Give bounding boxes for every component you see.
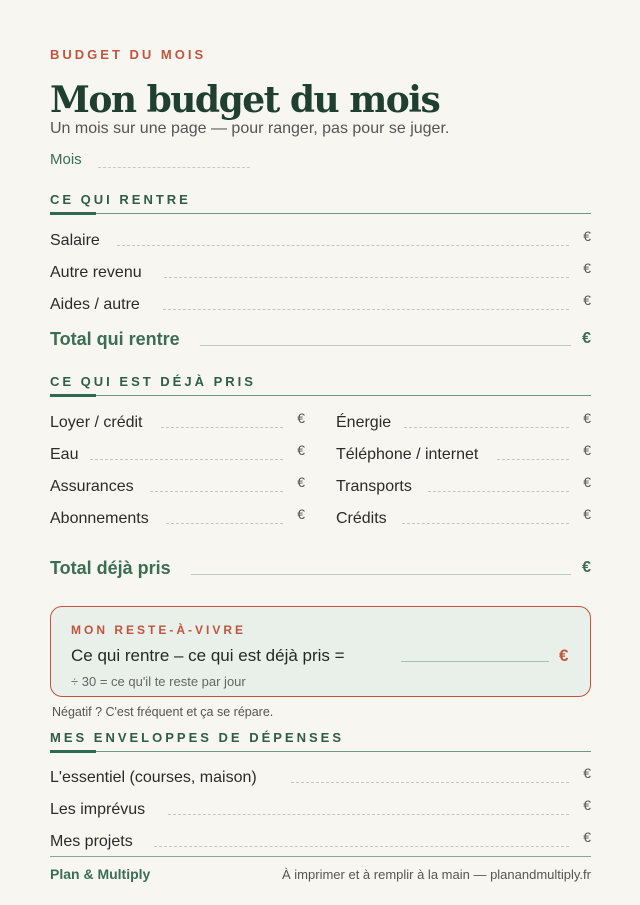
euro-sign: € [583,506,591,522]
month-label: Mois [50,151,82,168]
fill-line [404,427,569,428]
footer-note: À imprimer et à remplir à la main — planandmultiply.fr [282,867,591,882]
euro-sign: € [583,829,591,845]
fill-line [150,491,283,492]
fill-line [402,523,569,524]
euro-sign: € [297,506,305,522]
euro-sign: € [583,228,591,244]
fill-line [154,846,569,847]
fixed-label: Abonnements [50,510,149,527]
fill-line [168,814,569,815]
euro-sign: € [559,646,569,665]
footer-brand: Plan & Multiply [50,866,151,882]
euro-sign: € [583,292,591,308]
section-envelopes-heading [50,729,591,752]
fixed-row-credits [336,506,591,532]
fixed-row-transport [336,474,591,500]
euro-sign: € [297,442,305,458]
fixed-row-subscriptions [50,506,305,532]
remaining-fill-line [401,661,549,662]
euro-sign: € [583,442,591,458]
fill-line [428,491,569,492]
fixed-label: Assurances [50,478,134,495]
fixed-label: Téléphone / internet [336,446,479,463]
fill-line [90,459,283,460]
euro-sign: € [297,410,305,426]
fill-line [163,309,569,310]
income-row-aids [50,292,591,318]
income-label: Aides / autre [50,296,140,313]
envelope-label: Les imprévus [50,801,146,818]
fixed-label: Transports [336,478,412,495]
remaining-box [50,606,591,697]
total-fixed-label: Total déjà pris [50,558,171,578]
fixed-row-energy [336,410,591,436]
remaining-kicker: MON RESTE-À-VIVRE [71,623,247,637]
fixed-label: Eau [50,446,79,463]
income-label: Salaire [50,232,100,249]
fixed-label: Énergie [336,414,392,431]
section-envelopes-label: MES ENVELOPPES DE DÉPENSES [50,730,345,745]
remaining-note: Négatif ? C'est fréquent et ça se répare. [52,705,274,719]
fixed-row-phone [336,442,591,468]
fill-line [164,277,569,278]
total-income-row [50,329,591,355]
fixed-label: Loyer / crédit [50,414,143,431]
fill-line [291,782,569,783]
month-fill-line [98,167,250,168]
fixed-row-water [50,442,305,468]
euro-sign: € [583,410,591,426]
income-row-salary [50,228,591,254]
section-accent-bar [50,394,96,397]
euro-sign: € [582,559,591,576]
section-fixed-heading [50,373,591,396]
section-accent-bar [50,212,96,215]
euro-sign: € [583,260,591,276]
euro-sign: € [583,474,591,490]
fixed-label: Crédits [336,510,387,527]
remaining-formula: Ce qui rentre – ce qui est déjà pris = [71,646,345,665]
section-income-heading [50,191,591,214]
page-title: Mon budget du mois [50,79,440,121]
page-subtitle: Un mois sur une page — pour ranger, pas pour se juger. [50,120,450,137]
fill-line [117,245,569,246]
page-kicker: BUDGET DU MOIS [50,47,207,62]
month-field [50,151,260,171]
income-label: Autre revenu [50,264,142,281]
fixed-row-insurance [50,474,305,500]
fill-line [161,427,283,428]
envelope-row-unexpected [50,797,591,823]
euro-sign: € [582,330,591,347]
section-income-label: CE QUI RENTRE [50,192,191,207]
fixed-row-rent [50,410,305,436]
envelope-label: L'essentiel (courses, maison) [50,769,257,786]
total-fill-line [200,345,571,346]
section-accent-bar [50,750,96,753]
fill-line [166,523,283,524]
footer-divider [50,856,591,857]
fill-line [497,459,569,460]
budget-sheet [50,0,591,905]
euro-sign: € [583,765,591,781]
total-fill-line [191,574,571,575]
euro-sign: € [297,474,305,490]
section-fixed-label: CE QUI EST DÉJÀ PRIS [50,374,256,389]
income-row-other [50,260,591,286]
envelope-row-essentials [50,765,591,791]
envelope-row-projects [50,829,591,855]
remaining-per-day: ÷ 30 = ce qu'il te reste par jour [71,674,246,689]
total-income-label: Total qui rentre [50,329,180,349]
total-fixed-row [50,558,591,584]
euro-sign: € [583,797,591,813]
envelope-label: Mes projets [50,833,133,850]
